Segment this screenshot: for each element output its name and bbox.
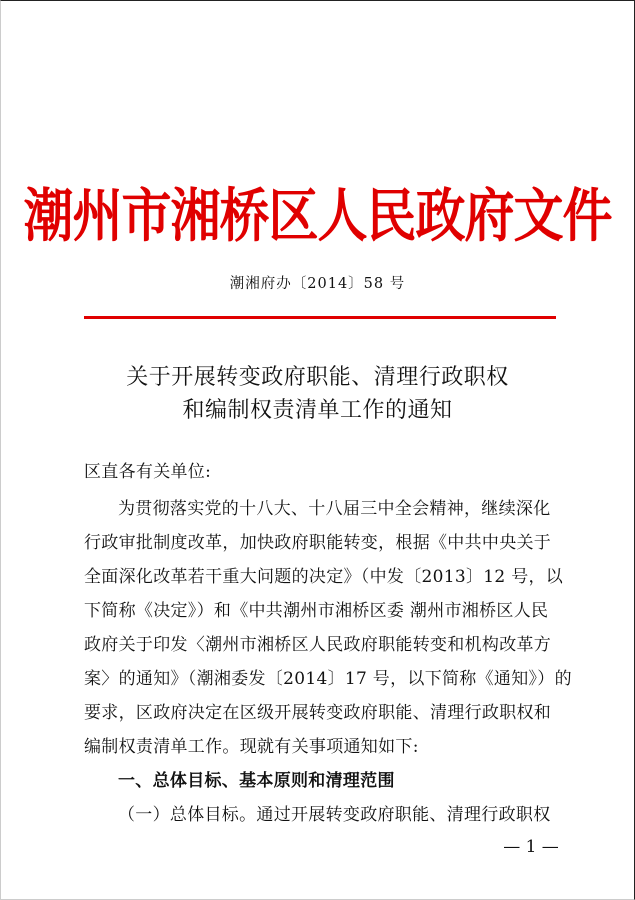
page-number: — 1 —	[503, 837, 559, 857]
body-line: 政府关于印发〈潮州市湘桥区人民政府职能转变和机构改革方	[84, 635, 552, 655]
document-header-title: 潮州市湘桥区人民政府文件	[23, 182, 612, 250]
notice-title-line-2: 和编制权责清单工作的通知	[182, 398, 453, 423]
addressee: 区直各有关单位:	[84, 462, 212, 482]
body-line: 编制权责清单工作。现就有关事项通知如下:	[84, 737, 419, 757]
body-line: 下简称《决定》）和《中共潮州市湘桥区委 潮州市湘桥区人民	[84, 601, 549, 621]
body-line: 要求，区政府决定在区级开展转变政府职能、清理行政职权和	[84, 703, 552, 723]
body-line: （一）总体目标。通过开展转变政府职能、清理行政职权	[118, 805, 551, 825]
section-heading: 一、总体目标、基本原则和清理范围	[118, 771, 395, 791]
body-line: 为贯彻落实党的十八大、十八届三中全会精神，继续深化	[118, 499, 551, 519]
document-number: 潮湘府办〔2014〕58 号	[229, 276, 406, 292]
body-line: 案〉的通知》（潮湘委发〔2014〕17 号，以下简称《通知》）的	[84, 669, 572, 689]
red-separator-line	[84, 316, 556, 319]
body-line: 全面深化改革若干重大问题的决定》（中发〔2013〕12 号，以	[84, 567, 564, 587]
notice-title-line-1: 关于开展转变政府职能、清理行政职权	[126, 365, 509, 390]
body-line: 行政审批制度改革，加快政府职能转变，根据《中共中央关于	[84, 533, 552, 553]
